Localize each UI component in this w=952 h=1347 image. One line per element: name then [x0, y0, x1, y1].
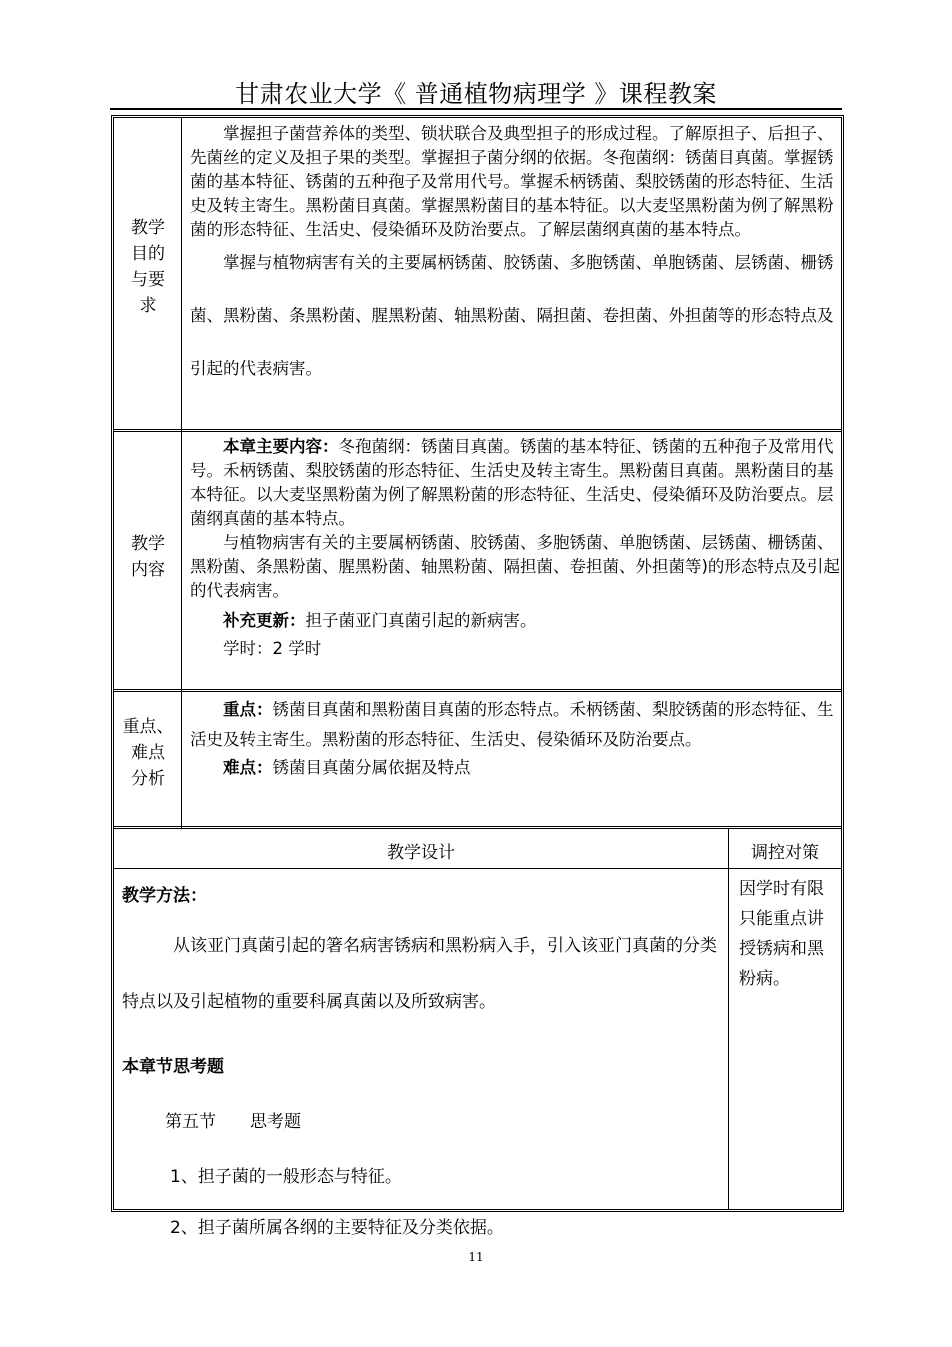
class-hours: 学时：2 学时 — [223, 639, 322, 658]
objectives-paragraph-1: 掌握担子菌营养体的类型、锁状联合及典型担子的形成过程。了解原担子、后担子、先菌丝的定义及担子果的类型。掌握担子菌分纲的依据。冬孢菌纲：锈菌目真菌。掌握锈菌的基本特征、锈菌的五种孢子及常用代号。掌握禾柄锈菌、梨胶锈菌的形态特征、生活史及转主寄生。黑粉菌目真菌。掌握黑粉菌目的基本特征。以大麦坚黑粉菌为例了解黑粉菌的形态特征、生活史、侵染循环及防治要点。了解层菌纲真菌的基本特点。 — [190, 124, 834, 239]
lesson-plan-table — [111, 115, 844, 1238]
design-header: 教学设计 — [387, 843, 455, 863]
method-text: 从该亚门真菌引起的箸名病害锈病和黑粉病入手，引入该亚门真菌的分类特点以及引起植物的重要科属真菌以及所致病害。 — [122, 936, 717, 1012]
content-supplement — [190, 609, 841, 633]
section-subtitle: 思考题 — [250, 1112, 301, 1132]
design-body — [122, 881, 728, 1238]
strategy-header: 调控对策 — [751, 843, 819, 863]
key-point-text: 锈菌目真菌和黑粉菌目真菌的形态特点。禾柄锈菌、梨胶锈菌的形态特征、生活史及转主寄生。黑粉菌的形态特征、生活史、侵染循环及防治要点。 — [190, 700, 834, 749]
content-cell — [190, 435, 841, 661]
strategy-note: 因学时有限只能重点讲授锈病和黑粉病。 — [739, 879, 824, 989]
objectives-label: 教学 目的 与要 求 — [131, 218, 165, 316]
difficult-point — [190, 755, 841, 781]
title-rule — [110, 108, 842, 110]
content-paragraph-2: 与植物病害有关的主要属柄锈菌、胶锈菌、多胞锈菌、单胞锈菌、层锈菌、栅锈菌、黑粉菌、条黑粉菌、腥黑粉菌、轴黑粉菌、隔担菌、卷担菌、外担菌等)的形态特点及引起的代表病害。 — [190, 533, 840, 600]
row-divider-4 — [114, 868, 841, 869]
method-heading: 教学方法： — [122, 886, 207, 906]
content-main-heading: 本章主要内容： — [223, 437, 339, 456]
strategy-column-divider — [728, 828, 729, 1209]
row-divider-2 — [114, 689, 841, 692]
key-point — [190, 695, 841, 755]
content-main-text: 冬孢菌纲：锈菌目真菌。锈菌的基本特征、锈菌的五种孢子及常用代号。禾柄锈菌、梨胶锈菌的形态特征、生活史及转主寄生。黑粉菌目真菌。黑粉菌目的基本特征。以大麦坚黑粉菌为例了解黑粉菌的形态特征、生活史、侵染循环及防治要点。层菌纲真菌的基本特点。 — [190, 437, 834, 528]
difficult-point-text: 锈菌目真菌分属依据及特点 — [272, 758, 471, 777]
page-title: 甘肃农业大学《 普通植物病理学 》课程教案 — [235, 80, 717, 108]
question-1: 1、担子菌的一般形态与特征。 — [170, 1167, 402, 1187]
difficult-point-heading: 难点： — [223, 758, 273, 777]
keypoints-cell — [190, 695, 841, 781]
supplement-heading: 补充更新： — [223, 611, 306, 630]
row-divider-1 — [114, 429, 841, 432]
supplement-text: 担子菌亚门真菌引起的新病害。 — [305, 611, 537, 630]
objectives-paragraph-2: 掌握与植物病害有关的主要属柄锈菌、胶锈菌、多胞锈菌、单胞锈菌、层锈菌、栅锈菌、黑粉菌、条黑粉菌、腥黑粉菌、轴黑粉菌、隔担菌、卷担菌、外担菌等的形态特点及引起的代表病害。 — [190, 253, 834, 378]
keypoints-label: 重点、 难点 分析 — [122, 717, 174, 789]
page-number: 11 — [468, 1250, 484, 1264]
content-label: 教学 内容 — [131, 534, 165, 580]
section-number: 第五节 — [165, 1112, 216, 1132]
key-point-heading: 重点： — [223, 700, 273, 719]
objectives-cell — [190, 122, 841, 395]
question-2: 2、担子菌所属各纲的主要特征及分类依据。 — [170, 1218, 504, 1238]
content-main-paragraph — [190, 435, 841, 531]
questions-heading: 本章节思考题 — [122, 1057, 224, 1077]
section-line — [122, 1107, 728, 1132]
row-divider-3 — [114, 826, 841, 829]
